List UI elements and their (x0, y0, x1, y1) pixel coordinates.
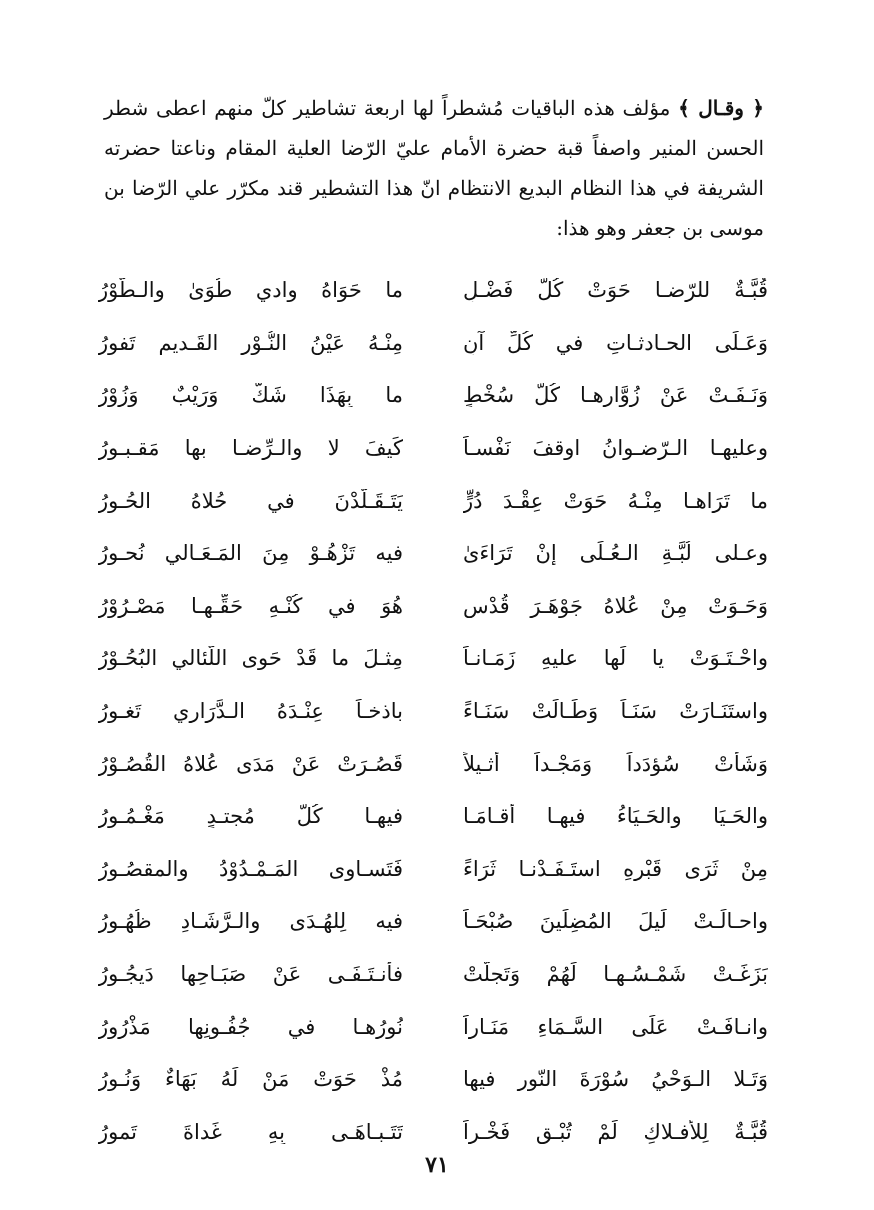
intro-text-block (104, 88, 764, 248)
first-hemistich: وَنَـفَـتْ عَنْ زُوَّارِهـا كُلَّ سُخْطٍ (463, 383, 768, 408)
second-hemistich: فيهـا كُلُّ مُجتـدٍ مَغْـمُـورُ (98, 804, 403, 829)
second-hemistich: يَتَـقَـلَّدْنَ في حُلاهُ الحُـورُ (98, 488, 403, 513)
second-hemistich: مِثـلَ ما قَدْ حَوى اللّئالي البُحُـوْرُ (98, 646, 403, 671)
intro-text: مؤلف هذه الباقيات مُشطراً لها اربعة تشاطير كلّ منهم اعطى شطر الحسن المنير واصفاً قبة حضرة الأمام عليّ الرّضا العلية المقام وناعتا حضرته الشريفة في هذا النظام البديع الانتظام انّ هذا التشطير قند مكرّر علي الرّضا بن موسى بن جعفر وهو هذا: (104, 96, 765, 240)
second-hemistich: مُذْ حَوَتْ مَنْ لَهُ بَهَاءٌ وَنُـورُ (98, 1067, 403, 1092)
second-hemistich: باذخـاً عِنْـدَهُ الـدَّرَاري تَغـورُ (98, 699, 403, 724)
second-hemistich: ما حَوَاهُ وادي طُوَىٰ والـطُّوْرُ (98, 278, 403, 303)
first-hemistich: واستَنَـارَتْ سَنَـاً وَطَـالَتْ سَنَـاءً (463, 699, 768, 724)
intro-paragraph (104, 88, 764, 248)
second-hemistich: نُورُهـا في جُفُـونِها مَذْرُورُ (98, 1014, 403, 1039)
first-hemistich: قُبَّـةٌ للرّضـا حَوَتْ كُلَّ فَضْـلٍ (463, 278, 768, 303)
verse-line (98, 369, 768, 422)
second-hemistich: قَصُـرَتْ عَنْ مَدَى عُلاهُ القُصُـوْرُ (98, 751, 403, 776)
second-hemistich: فيه لِلهُـدَى والـرَّشَـادِ ظُهُـورُ (98, 909, 403, 934)
second-hemistich: هُوَ في كُنْـهِ حَقِّـهـا مَصْـرُوْرُ (98, 593, 403, 618)
verse-line (98, 895, 768, 948)
second-hemistich: ما بِهَذَا شَكٌّ وَرَيْبٌ وَزُوْرُ (98, 383, 403, 408)
first-hemistich: والحَـيَا والحَـيَاءُ فيهـا أقـامَـا (463, 804, 768, 829)
verse-line (98, 422, 768, 475)
first-hemistich: واحْـتَـوَتْ يا لَها عليهِ زَمَـانـاً (463, 646, 768, 671)
second-hemistich: فَتَسـاوى المَـمْـدُوْدُ والمقصُـورُ (98, 856, 403, 881)
first-hemistich: وعـلى لُبَّـةِ الـعُـلَى إنْ تَرَاءَىٰ (463, 541, 768, 566)
verse-line (98, 948, 768, 1001)
poem (98, 264, 768, 1158)
verse-line (98, 580, 768, 633)
verse-line (98, 843, 768, 896)
first-hemistich: وانـافَـتْ عَلَى السَّـمَاءِ مَنَـاراً (463, 1014, 768, 1039)
first-hemistich: وَشَأتْ سُؤدَداً وَمَجْـداً أثـيلاً (463, 751, 768, 776)
verse-line (98, 632, 768, 685)
verse-line (98, 790, 768, 843)
first-hemistich: بَزَغَـتْ شَمْـسُـهـا لَهُمْ وَتَجلَّتْ (463, 962, 768, 987)
first-hemistich: قُبَّـةٌ لِلأفـلاكِ لَمْ تُبْـقِ فَخْـراً (463, 1119, 768, 1144)
verse-line (98, 737, 768, 790)
verse-line (98, 474, 768, 527)
verse-line (98, 1106, 768, 1159)
verse-line (98, 527, 768, 580)
second-hemistich: مِنْـهُ عَيْنُ النُّـوْرِ القَـديم تَفورُ (98, 330, 403, 355)
verse-line (98, 685, 768, 738)
intro-heading: ﴿ وقـال ﴾ (678, 96, 764, 120)
verse-line (98, 317, 768, 370)
first-hemistich: واحـالَـتْ لَيلَ المُضِلِّينَ صُبْحَـاً (463, 909, 768, 934)
verse-line (98, 1053, 768, 1106)
page-number: ٧١ (425, 1152, 449, 1178)
first-hemistich: وَتَـلا الـوَحْيُ سُوْرَةَ النّور فيها (463, 1067, 768, 1092)
first-hemistich: ما تَرَاهـا مِنْـهُ حَوَتْ عِقْـدَ دُرٍّ (463, 488, 768, 513)
second-hemistich: كَيفَ لا والـرِّضـا بها مَقـبـورُ (98, 436, 403, 461)
first-hemistich: وعليهـا الـرّضـوانُ اوقفَ نَفْسـاً (463, 436, 768, 461)
first-hemistich: وَحَـوَتْ مِنْ عُلاهُ جَوْهَـرَ قُدْسٍ (463, 593, 768, 618)
verse-line (98, 264, 768, 317)
first-hemistich: مِنْ ثَرَى قَبْرِهِ استَـفَـدْنـا ثَرَاءً (463, 856, 768, 881)
second-hemistich: فأنـتَـفَـى عَنْ صَبَـاحِها دَيجُـورُ (98, 962, 403, 987)
second-hemistich: تَتَـبـاهَـى بِهِ غَداةَ تَمورُ (98, 1119, 403, 1144)
verse-line (98, 1000, 768, 1053)
second-hemistich: فيه تَزْهُـوْ مِنَ المَـعَـالي نُحـورُ (98, 541, 403, 566)
first-hemistich: وَعَـلَى الحـادثـاتِ في كُلِّ آنٍ (463, 330, 768, 355)
